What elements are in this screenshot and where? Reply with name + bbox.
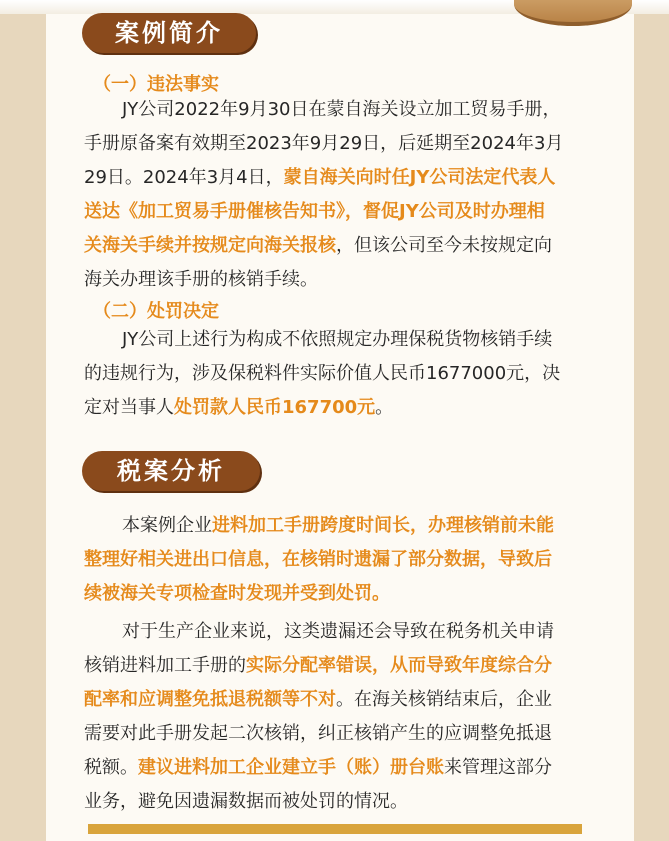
highlight-text: 建议进料加工企业建立手（账）册台账 <box>138 757 444 778</box>
section-title-tax-analysis: 税案分析 <box>82 451 260 491</box>
text-run: 29日。2024年3月4日， <box>84 167 284 188</box>
paragraph-line: JY公司上述行为构成不依照规定办理保税货物核销手续 <box>122 329 553 350</box>
subheading-violation-facts: （一）违法事实 <box>93 74 219 95</box>
highlight-text: 进料加工手册跨度时间长，办理核销前未能 <box>212 515 554 536</box>
text-run: 核销进料加工手册的 <box>84 655 246 676</box>
bottom-divider-bar <box>88 824 582 834</box>
highlight-text: 关海关手续并按规定向海关报核 <box>84 235 336 256</box>
highlight-text: 蒙自海关向时任JY公司法定代表人 <box>283 167 556 188</box>
paragraph-line <box>84 234 552 258</box>
paragraph-line: 对于生产企业来说，这类遗漏还会导致在税务机关申请 <box>122 621 554 642</box>
highlight-text: 配率和应调整免抵退税额等不对 <box>84 689 336 710</box>
text-run: 税额。 <box>84 757 138 778</box>
paragraph-line-highlight: 送达《加工贸易手册催核告知书》，督促JY公司及时办理相 <box>84 201 545 222</box>
document-page <box>46 0 634 841</box>
paragraph-line <box>84 166 555 190</box>
paragraph-line: 的违规行为，涉及保税料件实际价值人民币1677000元，决 <box>84 363 561 384</box>
paragraph-line: 业务，避免因遗漏数据而被处罚的情况。 <box>84 791 408 812</box>
text-run: ，但该公司至今未按规定向 <box>336 235 552 256</box>
highlight-text: 处罚款人民币167700元 <box>174 397 376 418</box>
subheading-penalty-decision: （二）处罚决定 <box>93 301 219 322</box>
paragraph-line <box>122 514 554 538</box>
paragraph-line <box>84 654 552 678</box>
text-run: 本案例企业 <box>122 515 212 536</box>
paragraph-line: 海关办理该手册的核销手续。 <box>84 269 318 290</box>
section-title-case-intro: 案例简介 <box>82 13 256 53</box>
paragraph-line: 需要对此手册发起二次核销，纠正核销产生的应调整免抵退 <box>84 723 552 744</box>
paragraph-line <box>84 688 552 712</box>
text-run: 定对当事人 <box>84 397 174 418</box>
text-run: 来管理这部分 <box>444 757 552 778</box>
paragraph-line-highlight: 整理好相关进出口信息，在核销时遗漏了部分数据，导致后 <box>84 549 552 570</box>
paragraph-line: JY公司2022年9月30日在蒙自海关设立加工贸易手册， <box>122 99 561 120</box>
text-run: 。 <box>375 397 394 418</box>
highlight-text: 实际分配率错误，从而导致年度综合分 <box>246 655 552 676</box>
paragraph-line-highlight: 续被海关专项检查时发现并受到处罚。 <box>84 583 390 604</box>
paragraph-line: 手册原备案有效期至2023年9月29日，后延期至2024年3月 <box>84 133 564 154</box>
paragraph-line <box>84 396 393 420</box>
text-run: 。在海关核销结束后，企业 <box>336 689 552 710</box>
paragraph-line <box>84 756 552 780</box>
